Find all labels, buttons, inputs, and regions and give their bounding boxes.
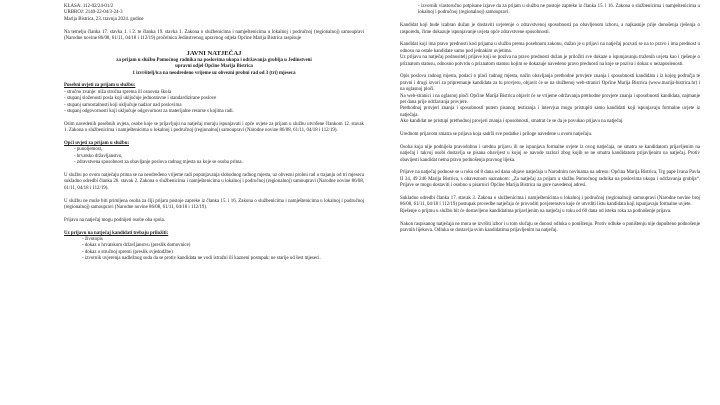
general-item: - hrvatsko državljanstvo,	[74, 153, 123, 159]
document-item: - dokaz o stručnoj spremi (preslik svjedodžbe)	[82, 249, 173, 255]
place-date: Marija Bistrica, 23. travnja 2024. godine	[64, 16, 144, 22]
condition-item: - stupanj samostalnosti koji uključuje nadzor nad poslovima	[64, 102, 182, 108]
condition-item: - stručno zvanje: niža stručna sprema ili osnovna škola	[64, 89, 172, 95]
general-item: - zdravstvena sposobnost za obavljanje poslova radnog mjesta na koje se osoba prima.	[74, 160, 243, 166]
paragraph: Nakon raspisanog natječaja ne mora se izvršiti izbor i u tom slučaju se donosi odluka o poništenju. Protiv odluke o poništenju nije dopušteno podnošenje pravnih lijekova. Odluka se dostavlja svim kandidatima prijavljenim na natječaj.	[400, 221, 700, 234]
general-conditions-paragraph: Osim navedenih posebnih uvjeta, osobe koje se prijavljuju na natječaj moraju ispunjavati i opće uvjete za prijam u službu utvrđene člankom 12. stavak 1. Zakona o službenicima i namještenicima u lokalnoj i područnoj (regionalnoj) samoupravi (Narodne novine 86/08, 61/11, 04/18 i 112/19).	[64, 121, 364, 134]
subtitle-line: za prijam u službu Pomoćnog radnika na poslovima ukopa i održavanja groblja u Jedinstveni	[116, 57, 312, 63]
urbroj: URBROJ: 2140-22-04/3-24-3	[64, 10, 123, 16]
probation-paragraph: U službu po ovom natječaju prima se na neodređeno vrijeme radi popunjavanja slobodnog radnog mjesta, uz obvezni probni rad u trajanju od tri mjeseca sukladno odredbi članka 26. stavak 2. Zakona o službenicima i namještenicima u lokalnoj i područnoj (regionalnoj) samoupravi (Narodne novine 86/08, 61/11, 04/18 i 112/19).	[64, 173, 364, 191]
paragraph: Kandidat koji bude izabran dužan je dostaviti uvjerenje o zdravstvenoj sposobnosti po obavljenom izboru, a najkasnije prije donošenja rješenja o rasporedu, čime dokazuje ispunjavanje uvjeta opće zdravstvene sposobnosti.	[400, 23, 700, 35]
paragraph: Ako kandidat ne pristupi prethodnoj provjeri znanja i sposobnosti, smatrat će se da je povukao prijavu na natječaj.	[400, 119, 624, 125]
gender-paragraph: Prijavu na natječaj mogu podnijeti osobe oba spola.	[64, 217, 166, 223]
intro-paragraph: Na temelju članka 17. stavka 1. i 2. te članka 19. stavka 1. Zakona o službenicima i namještenicima u lokalnoj i područnoj (regionalnoj) samoupravi (Narodne novine 86/08, 61/11, 04/18 i 112/19) pročelnica Jedinstvenog upravnog odjela Općine Marija Bistrica raspisuje	[64, 29, 364, 42]
paragraph: Kandidat koji ima pravo prednosti kod prijama u službu prema posebnom zakonu, dužan je u prijavi na natječaj pozvati se na to pravo i ima prednost u odnosu na ostale kandidate samo pod jednakim uvjetima.	[400, 42, 700, 54]
documents-heading: Uz prijavu na natječaj kandidati trebaju priložiti:	[64, 230, 169, 236]
general-heading: Opći uvjeti za prijam u službu:	[64, 141, 130, 147]
paragraph: Prijave na natječaj podnose se u roku od 8 dana od dana objave natječaja u Narodnim novinama na adresu: Općina Marija Bistrica, Trg pape Ivana Pavla II 34, 49 246 Marija Bistrica, s obaveznom naznakom: „Za natječaj za prijam u službu Pomoćnog radnika na poslovima ukopa i održavanja groblja“. Prijave se mogu dostaviti i osobno u pisarnici Općine Marija Bistrica na gore navedenoj adresi.	[400, 170, 700, 189]
paragraph: Opis poslova radnog mjesta, podaci o plaći radnog mjesta, način obavljanja prethodne provjere znanja i sposobnosti kandidata i iz kojeg područja te pravni i drugi izvori za pripremanje kandidata za tu provjeru, objavit će se na službenoj web-stranici Općine Marija Bistrica (www.marija-bistrica.hr) i na oglasnoj ploči.	[400, 74, 700, 93]
document-item: - životopis	[82, 237, 103, 243]
document-item: - izvornik vlastoručno potpisane izjave da za prijam u službu ne postoje zapreke iz članka 15. i 16. Zakona o službenicima i namještenicima u lokalnoj i područnoj (regionalnoj) samoupravi.	[418, 4, 700, 16]
right-column	[400, 4, 700, 235]
condition-item: - stupanj odgovornosti koji uključuje odgovornost za materijalne resurse s kojima radi.	[64, 109, 234, 115]
paragraph: Na web-stranici i na oglasnoj ploči Općine Marija Bistrica objavit će se vrijeme održavanja prethodne provjere znanja i sposobnosti kandidata, najmanje pet dana prije održavanja provjere.	[400, 93, 700, 106]
subtitle-line: upravni odjel Općine Marija Bistrica	[175, 64, 253, 70]
conditions-heading: Posebni uvjeti za prijam u službu:	[64, 83, 136, 89]
klasa: KLASA: 112-02/24-01/2	[64, 4, 114, 9]
document-title: JAVNI NATJEČAJ	[186, 49, 242, 57]
paragraph: Rješenje o prijmu u službu bit će dostavljeno kandidatima prijavljenim na natječaj u roku od 60 dana od isteka roka za podnošenje prijava.	[400, 208, 672, 214]
paragraph: Sukladno odredbi članka 17. stavak 3. Zakona o službenicima i namještenicima u lokalnoj i područnoj (regionalnoj) samoupravi (Narodne novine broj 86/08, 61/11, 04/18 i 112/19) postupak provedbe natječaja će provoditi povjerenstvo koje će utvrditi listu kandidata koji ispunjavaju formalne uvjete.	[400, 196, 700, 208]
subtitle-line: 1 izvršitelj/ica na neodređeno vrijeme uz obvezni probni rad od 3 (tri) mjeseca	[132, 70, 296, 76]
left-column	[64, 4, 364, 263]
paragraph: Prethodnoj provjeri znanja i sposobnosti putem pisanog testiranja i intervjua mogu pristupiti samo kandidati koji ispunjavaju formalne uvjete iz natječaja.	[400, 106, 700, 118]
paragraph: Uz prijavu na natječaj podnositelj prijave koji se poziva na pravo prednosti dužan je priložiti sve dokaze o ispunjavanju traženih uvjeta kao i rješenje o priznatom statusu, odnosno potvrdu o priznatom statusu kojim se dokazuje navedeno pravo prednosti na koje se poziva i dokaz o nezaposlenosti.	[400, 55, 700, 67]
document-item: - izvornik uvjerenja nadležnog suda da se protiv kandidata ne vodi istražni ili kazneni postupak; ne starije od šest mjeseci.	[82, 256, 321, 262]
general-item: - punoljetnost,	[74, 147, 103, 153]
obstacles-paragraph: U službu ne može biti primljena osoba za čiji prijam postoje zapreke iz članka 15. i 16. Zakona o službenicima i namještenicima u lokalnoj i područnoj (regionalnoj) samoupravi (Narodne novine 86/08, 61/11, 04/18 i 112/19).	[64, 198, 364, 211]
condition-item: - stupanj složenosti posla koji uključuje jednostavne i standardizirane poslove	[64, 96, 217, 102]
paragraph: Urednom prijavom smatra se prijava koja sadrži sve podatke i priloge navedene u ovom natječaju.	[400, 132, 593, 138]
document-item: - dokaz o hrvatskom državljanstvu (preslik domovnice)	[82, 243, 191, 249]
paragraph: Osoba koja nije podnijela pravodobnu i urednu prijavu ili ne ispunjava formalne uvjete iz ovog natječaja, ne smatra se kandidatom prijavljenim na natječaj i takvoj osobi dostavlja se pisana obavijest u kojoj se navode razlozi zbog kojih se ne smatra kandidatom prijavljenim na natječaj. Protiv obavijesti kandidat nema pravo podnošenja pravnog lijeka.	[400, 144, 700, 163]
